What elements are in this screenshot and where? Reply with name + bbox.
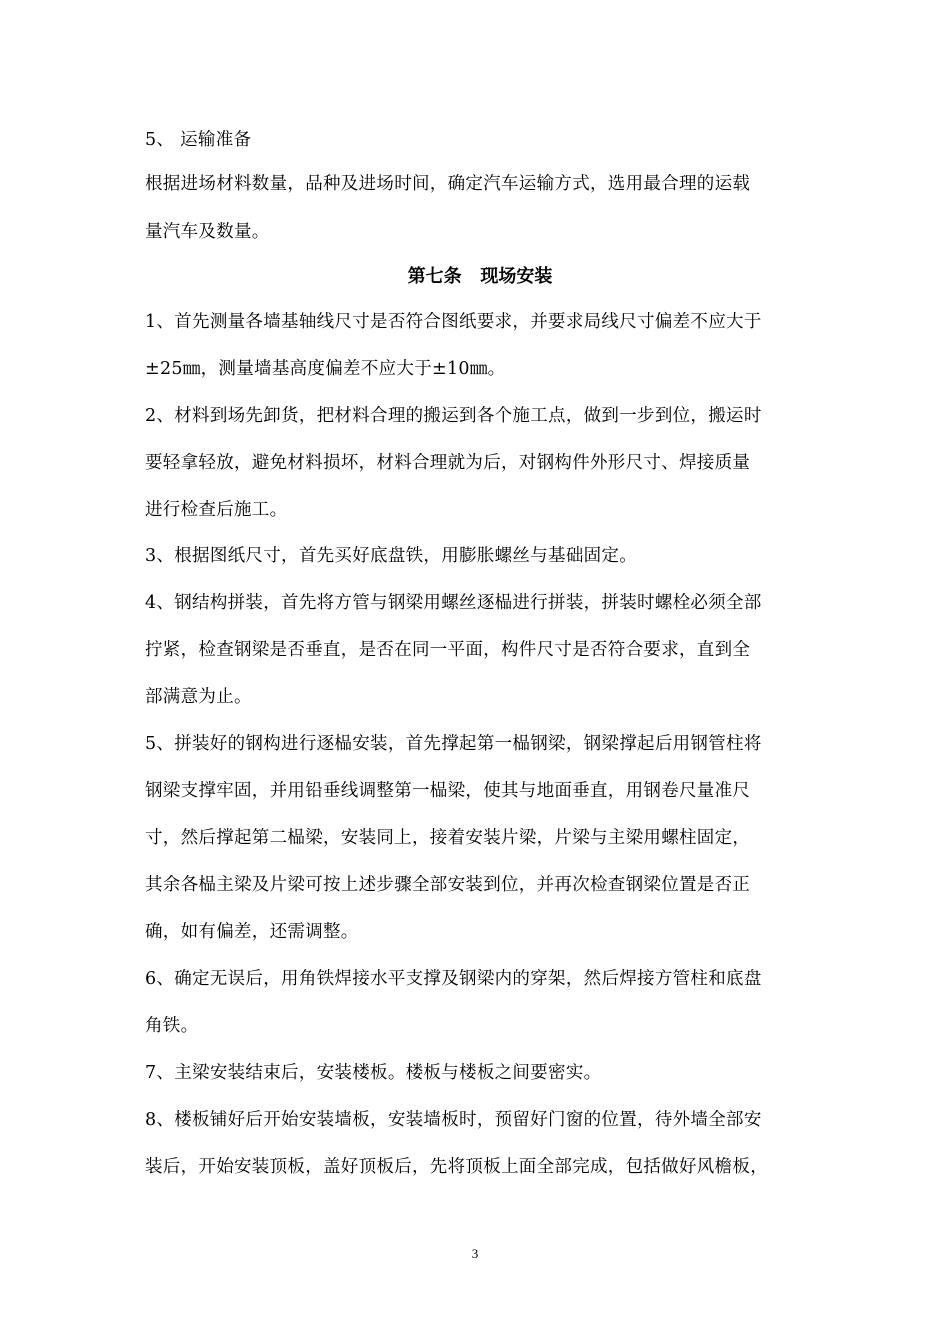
paragraph-line: 部满意为止。 xyxy=(145,687,252,707)
paragraph-line: 4、钢结构拼装，首先将方管与钢梁用螺丝逐榀进行拼装，拼装时螺栓必须全部 xyxy=(145,593,762,613)
paragraph-line: 拧紧，检查钢梁是否垂直，是否在同一平面，构件尺寸是否符合要求，直到全 xyxy=(145,640,751,660)
paragraph-line: 其余各榀主梁及片梁可按上述步骤全部安装到位，并再次检查钢梁位置是否正 xyxy=(145,875,751,895)
paragraph-line: 寸，然后撑起第二榀梁，安装同上，接着安装片梁，片梁与主梁用螺柱固定， xyxy=(145,828,751,848)
paragraph-line: 7、主梁安装结束后，安装楼板。楼板与楼板之间要密实。 xyxy=(145,1063,602,1083)
page-number: 3 xyxy=(471,1246,479,1261)
paragraph-line: 进行检查后施工。 xyxy=(145,500,288,520)
paragraph-line: 5、拼装好的钢构进行逐榀安装，首先撑起第一榀钢梁，钢梁撑起后用钢管柱将 xyxy=(145,734,762,754)
article-7-title: 第七条 现场安装 xyxy=(407,266,553,287)
paragraph-line: 2、材料到场先卸货，把材料合理的搬运到各个施工点，做到一步到位，搬运时 xyxy=(145,406,762,426)
paragraph-line: 根据进场材料数量，品种及进场时间，确定汽车运输方式，选用最合理的运载 xyxy=(145,174,751,194)
paragraph-line: 3、根据图纸尺寸，首先买好底盘铁，用膨胀螺丝与基础固定。 xyxy=(145,546,638,566)
paragraph-line: 1、首先测量各墙基轴线尺寸是否符合图纸要求，并要求局线尺寸偏差不应大于 xyxy=(145,312,762,332)
paragraph-line: 装后，开始安装顶板，盖好顶板后，先将顶板上面全部完成，包括做好风檐板， xyxy=(145,1157,768,1177)
paragraph-line: 要轻拿轻放，避免材料损坏，材料合理就为后，对钢构件外形尺寸、焊接质量 xyxy=(145,453,751,473)
paragraph-line: 角铁。 xyxy=(145,1016,199,1036)
paragraph-line: ±25㎜，测量墙基高度偏差不应大于±10㎜。 xyxy=(145,359,506,379)
section-5-heading: 5、 运输准备 xyxy=(145,130,252,150)
paragraph-line: 确，如有偏差，还需调整。 xyxy=(145,922,359,942)
paragraph-line: 量汽车及数量。 xyxy=(145,222,270,242)
paragraph-line: 钢梁支撑牢固，并用铅垂线调整第一榀梁，使其与地面垂直，用钢卷尺量准尺 xyxy=(145,781,751,801)
paragraph-line: 6、确定无误后，用角铁焊接水平支撑及钢梁内的穿架，然后焊接方管柱和底盘 xyxy=(145,969,762,989)
paragraph-line: 8、楼板铺好后开始安装墙板，安装墙板时，预留好门窗的位置，待外墙全部安 xyxy=(145,1110,762,1130)
